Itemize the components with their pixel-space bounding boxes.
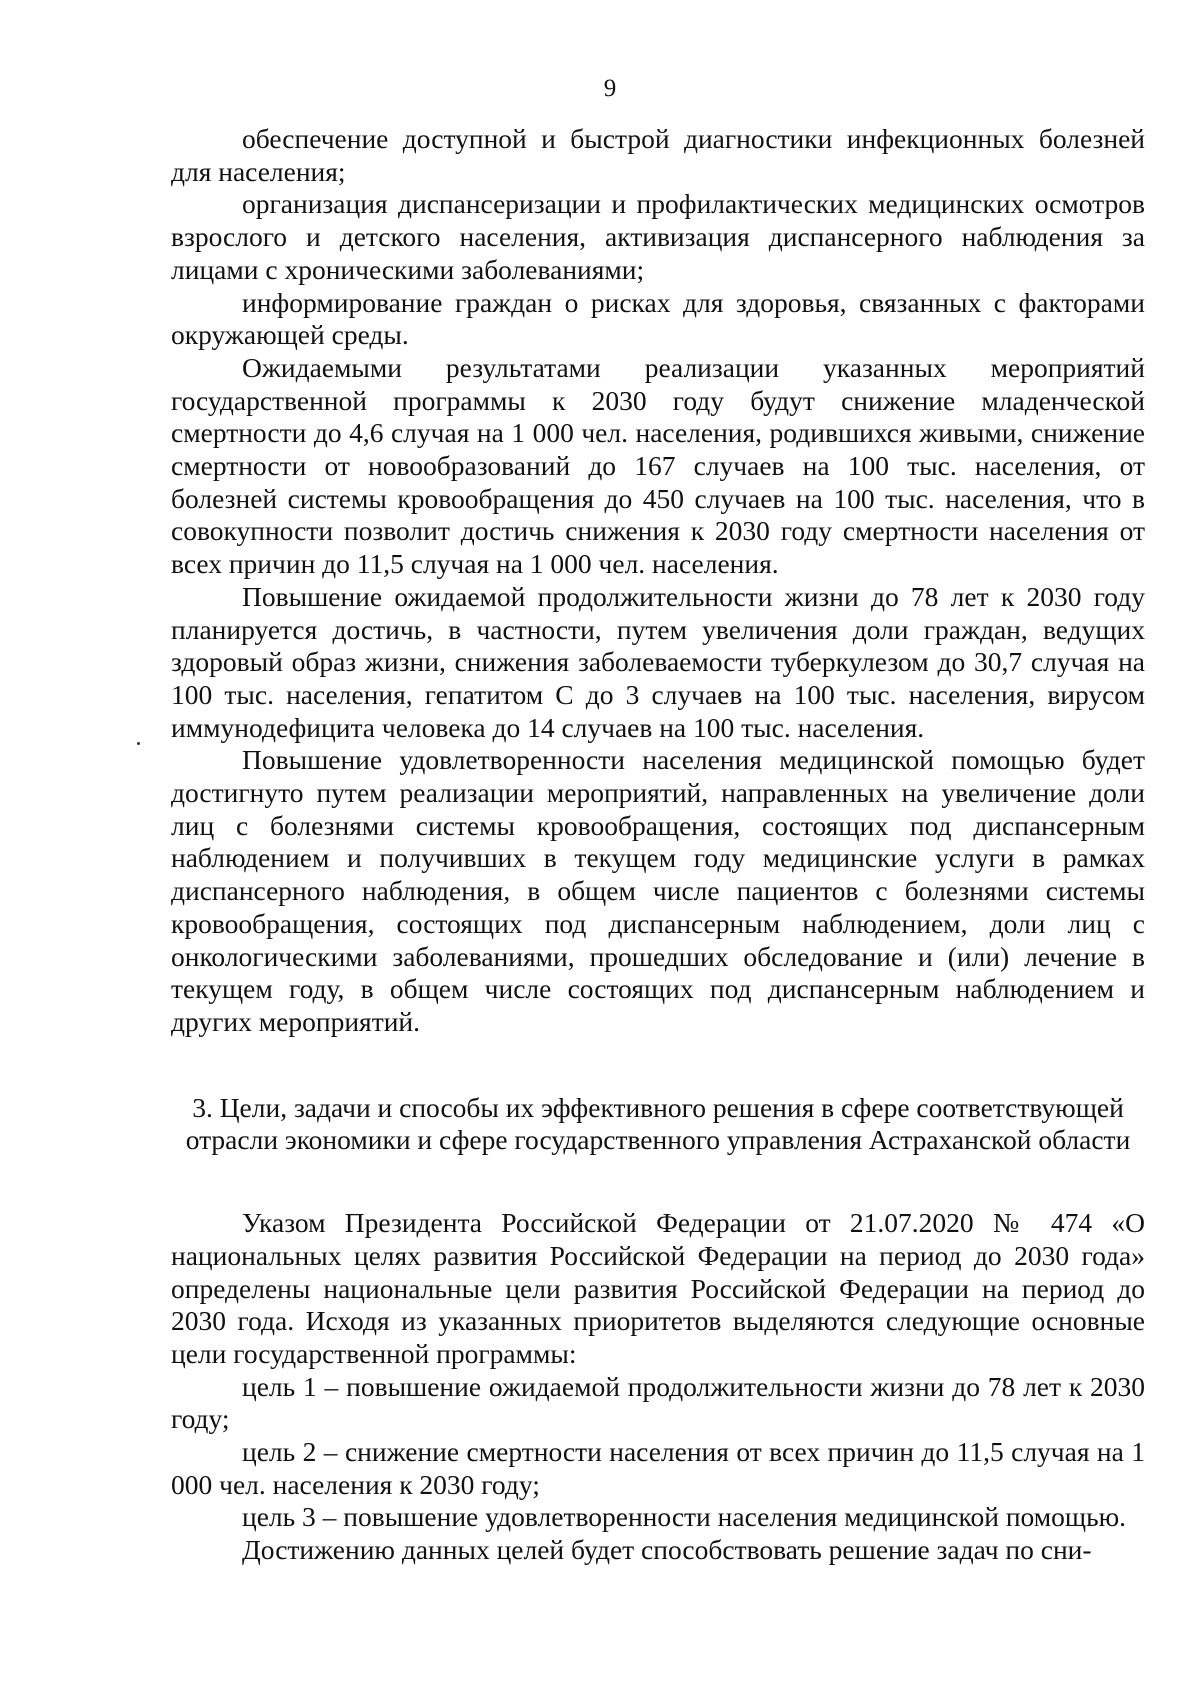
paragraph-diagnostics: обеспечение доступной и быстрой диагностики инфекционных болезней для населения;	[171, 123, 1145, 187]
paragraph-goal-3: цель 3 – повышение удовлетворенности населения медицинской помощью.	[242, 1501, 1127, 1533]
paragraph-life-expectancy: Повышение ожидаемой продолжительности жизни до 78 лет к 2030 году планируется достичь, в частности, путем увеличения доли граждан, ведущих здоровый образ жизни, снижения заболеваемости туберкулезом до 30,7 случая на 100 тыс. населения, гепатитом С до 3 случаев на 100 тыс. населения, вирусом иммунодефицита человека до 14 случаев на 100 тыс. населения.	[171, 580, 1145, 743]
paragraph-goal-2: цель 2 – снижение смертности населения от всех причин до 11,5 случая на 1 000 чел. населения к 2030 году;	[171, 1436, 1145, 1500]
document-body	[171, 123, 1145, 1567]
page-number: 9	[603, 75, 617, 102]
paragraph-tasks: Достижению данных целей будет способствовать решение задач по сни-	[242, 1534, 1092, 1566]
paragraph-presidential-decree: Указом Президента Российской Федерации от 21.07.2020 № 474 «О национальных целях развития Российской Федерации на период до 2030 года» определены национальные цели развития Российской Федерации на период до 2030 года. Исходя из указанных приоритетов выделяются следующие основные цели государственной программы:	[171, 1207, 1145, 1369]
paragraph-dispensary: организация диспансеризации и профилактических медицинских осмотров взрослого и детского населения, активизация диспансерного наблюдения за лицами с хроническими заболеваниями;	[171, 188, 1145, 285]
paragraph-goal-1: цель 1 – повышение ожидаемой продолжительности жизни до 78 лет к 2030 году;	[171, 1370, 1145, 1435]
scan-speck	[137, 742, 140, 745]
paragraph-informing: информирование граждан о рисках для здоровья, связанных с факторами окружающей среды.	[171, 286, 1145, 351]
paragraph-expected-results: Ожидаемыми результатами реализации указанных мероприятий государственной программы к 2030 году будут снижение младенческой смертности до 4,6 случая на 1 000 чел. населения, родившихся живыми, снижение смертности от новообразований до 167 случаев на 100 тыс. населения, от болезней системы кровообращения до 450 случаев на 100 тыс. населения, что в совокупности позволит достичь снижения к 2030 году смертности населения от всех причин до 11,5 случая на 1 000 чел. населения.	[171, 351, 1145, 580]
paragraph-satisfaction: Повышение удовлетворенности населения медицинской помощью будет достигнуто путем реализации мероприятий, направленных на увеличение доли лиц с болезнями системы кровообращения, состоящих под диспансерным наблюдением и получивших в текущем году медицинские услуги в рамках диспансерного наблюдения, в общем числе пациентов с болезнями системы кровообращения, состоящих под диспансерным наблюдением, доли лиц с онкологическими заболеваниями, прошедших обследование и (или) лечение в текущем году, в общем числе состоящих под диспансерным наблюдением и других мероприятий.	[171, 744, 1145, 1037]
section-heading: 3. Цели, задачи и способы их эффективного решения в сфере соответствующей отрасли экономики и сфере государственного управления Астраханской области	[185, 1091, 1131, 1156]
